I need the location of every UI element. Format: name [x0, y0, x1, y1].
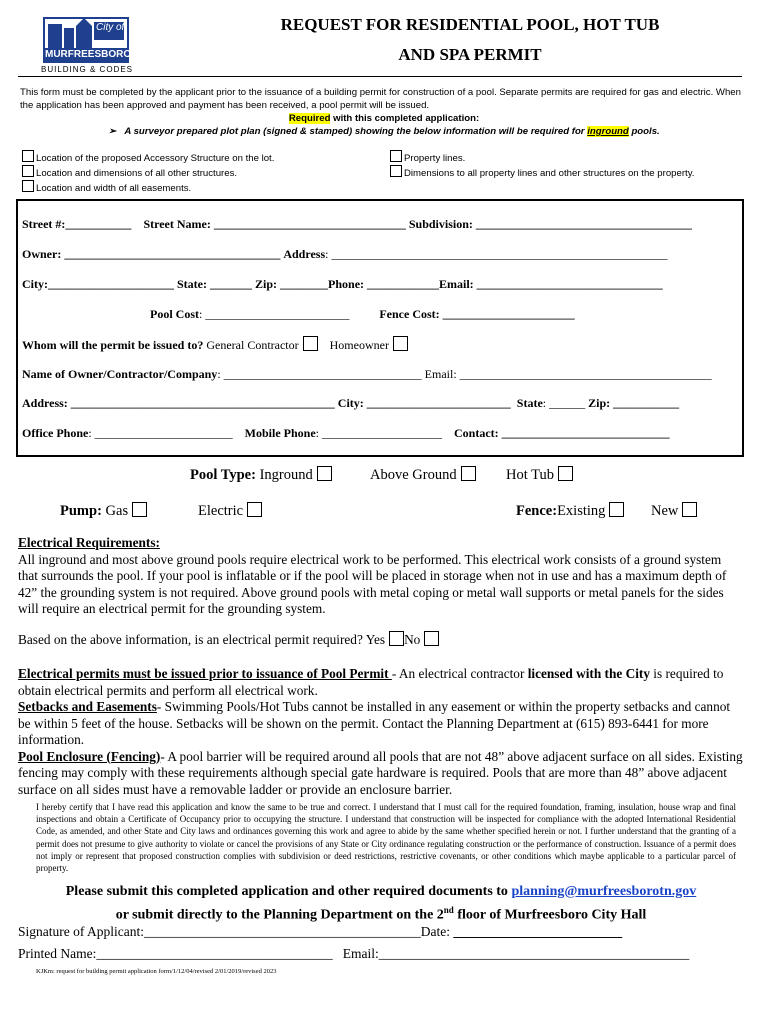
- checklist-right: [390, 150, 694, 180]
- company-address-field[interactable]: Address: ____________________________________________: [22, 396, 335, 410]
- fence-label: Fence:: [516, 503, 558, 519]
- issued-to-question: Whom will the permit be issued to?: [22, 338, 204, 352]
- checklist-item[interactable]: Dimensions to all property lines and other structures on the property.: [390, 165, 694, 180]
- permit-rules: [18, 666, 744, 798]
- fence-cost-field[interactable]: Fence Cost: ______________________: [379, 307, 575, 321]
- no-checkbox[interactable]: [424, 631, 439, 646]
- company-field[interactable]: : _________________________________: [217, 367, 422, 381]
- electrical-permits-paragraph: Electrical permits must be issued prior to issuance of Pool Permit - An electrical contractor licensed with the City is required to obtain electrical permits and perform all electrical work.: [18, 666, 724, 698]
- pool-cost-field[interactable]: : ________________________: [199, 307, 350, 321]
- fence-new-label: New: [651, 503, 679, 519]
- checklist-item[interactable]: Location and width of all easements.: [22, 180, 274, 195]
- yes-checkbox[interactable]: [389, 631, 404, 646]
- pool-type-label: Pool Type:: [190, 467, 256, 483]
- electrical-question-row: [18, 631, 439, 649]
- signature-row: [18, 924, 622, 941]
- above-ground-checkbox[interactable]: [461, 466, 476, 481]
- electrical-permits-heading: Electrical permits must be issued prior to issuance of Pool Permit: [18, 666, 392, 681]
- state-field[interactable]: State: _______: [177, 277, 252, 291]
- above-ground-label: Above Ground: [370, 467, 457, 483]
- logo-text-top: City of: [96, 22, 125, 33]
- company-label: Name of Owner/Contractor/Company: [22, 367, 218, 381]
- electrical-heading: Electrical Requirements:: [18, 535, 160, 550]
- electrical-question: Based on the above information, is an electrical permit required?: [18, 632, 363, 647]
- owner-field[interactable]: Owner: ____________________________________: [22, 247, 281, 261]
- enclosure-heading: Pool Enclosure (Fencing): [18, 748, 161, 764]
- signature-field[interactable]: Signature of Applicant:_________________________________________: [18, 924, 421, 939]
- hot-tub-option: [506, 466, 573, 484]
- footer-revision: KJKm: request for building permit application form/1/12/04/revised 2/01/2019/revised 2023: [36, 968, 277, 975]
- electrical-body: All inground and most above ground pools require electrical work to be performed. This electrical work consists of a ground system that surrounds the pool. If your pool is inflatable or if the pool will be placed in storage when not in use and has a maximum depth of 42” the grounding system is not required. Above ground pools with metal coping or metal wall supports or metal panels for the sides will require an electrical permit for the grounding system.: [18, 551, 727, 616]
- owner-row: [22, 247, 667, 262]
- office-phone-label: Office Phone: [22, 426, 89, 440]
- cost-row: [150, 307, 575, 322]
- office-phone-field[interactable]: : _______________________: [88, 426, 233, 440]
- zip-field[interactable]: Zip: ________: [255, 277, 329, 291]
- required-word: Required: [288, 113, 331, 124]
- company-state-label: State: [516, 396, 543, 410]
- checklist-left: [22, 150, 274, 195]
- above-ground-option: [370, 466, 476, 484]
- bullet-pre: A surveyor prepared plot plan (signed & stamped) showing the below information will be required for: [124, 126, 588, 137]
- form-title-line2: AND SPA PERMIT: [398, 45, 542, 64]
- no-label: No: [404, 632, 421, 647]
- inground-label: Inground: [259, 467, 313, 483]
- pump-label: Pump:: [60, 503, 102, 519]
- fence-new-checkbox[interactable]: [682, 502, 697, 517]
- printed-name-row: [18, 946, 689, 963]
- fence-existing-label: Existing: [557, 503, 606, 519]
- pump-electric-option: [198, 502, 262, 520]
- company-address-row: [22, 396, 679, 411]
- intro-section: [20, 86, 748, 138]
- homeowner-checkbox[interactable]: [393, 336, 408, 351]
- homeowner-label: Homeowner: [329, 338, 389, 352]
- address-label: Address: [283, 247, 326, 261]
- logo-text-main: MURFREESBORO: [45, 49, 132, 60]
- pump-gas-label: Gas: [105, 503, 129, 519]
- company-zip-field[interactable]: Zip: ___________: [588, 396, 680, 410]
- issued-to-row: [22, 336, 408, 353]
- hot-tub-checkbox[interactable]: [558, 466, 573, 481]
- enclosure-paragraph: Pool Enclosure (Fencing)- A pool barrier will be required around all pools that are not 48” above adjacent surface on all sides. Existing fencing may comply with these requirements although special gate hardware is required. Pools that are more than 48” above adjacent surface on all sides must have a removable ladder or provide an enclosure barrier.: [18, 748, 743, 797]
- phone-row: [22, 426, 670, 441]
- subdivision-field[interactable]: Subdivision: ____________________________________: [408, 217, 692, 231]
- fence-existing-checkbox[interactable]: [609, 502, 624, 517]
- city-row: [22, 277, 663, 292]
- checkbox[interactable]: [22, 165, 34, 177]
- checkbox[interactable]: [390, 150, 402, 162]
- street-number-field[interactable]: Street #:___________: [22, 217, 132, 231]
- setbacks-heading: Setbacks and Easements: [18, 699, 157, 714]
- form-title-line1: REQUEST FOR RESIDENTIAL POOL, HOT TUB: [280, 15, 660, 34]
- date-field[interactable]: _________________________: [453, 924, 623, 939]
- required-line: [20, 112, 748, 125]
- phone-field[interactable]: Phone: ____________: [328, 277, 440, 291]
- intro-paragraph: This form must be completed by the applicant prior to the issuance of a building permit for construction of a pool. Separate permits are required for gas and electric. When the application has been approved and payment has been received, a pool permit will be issued.: [20, 87, 741, 111]
- applicant-email-field[interactable]: Email:______________________________________________: [342, 946, 690, 961]
- street-name-field[interactable]: Street Name: ________________________________: [143, 217, 406, 231]
- logo-text-sub: BUILDING & CODES: [40, 65, 133, 74]
- required-rest: with this completed application:: [330, 113, 480, 124]
- hot-tub-label: Hot Tub: [506, 467, 554, 483]
- date-label: Date:: [420, 924, 454, 939]
- certification-text: I hereby certify that I have read this application and know the same to be true and correct. I understand that I must call for the required foundation, framing, insulation, house wrap and final inspections and obtain a Certificate of Occupancy prior to occupying the structure. I understand that construction will be inspected for compliance with the adopted International Residential Code, as amended, and other State and City laws and ordinances governing this work and agree to abide by the same whether specified herein or not. I further understand that the granting of a permit does not presume to give authority to violate or cancel the provisions of any State or City ordinance regulating construction or the performance of construction. Issuance of a permit does not imply or represent that proposed construction complies with subdivision or deed restrictions, restrictive covenants, or other conditions which maybe applicable to a particular parcel of property.: [36, 802, 736, 874]
- bullet-post: pools.: [628, 126, 660, 137]
- applicant-form-box: [16, 199, 744, 457]
- electrical-section: [18, 535, 744, 618]
- printed-name-field[interactable]: Printed Name:___________________________________: [18, 946, 333, 961]
- pump-electric-checkbox[interactable]: [247, 502, 262, 517]
- general-contractor-checkbox[interactable]: [303, 336, 318, 351]
- contact-field[interactable]: Contact: ____________________________: [454, 426, 670, 440]
- company-email-field[interactable]: Email: __________________________________________: [424, 367, 712, 381]
- company-state-field[interactable]: : ______: [542, 396, 586, 410]
- submit-instructions: Please submit this completed application and other required documents to planning@murfreesborotn.gov or submit directly to the Planning Department on the 2nd floor of Murfreesboro City Hall: [65, 884, 697, 923]
- pool-cost-label: Pool Cost: [150, 307, 199, 321]
- company-city-field[interactable]: City: ________________________: [337, 396, 511, 410]
- fence-row: [516, 502, 624, 520]
- bullet-hl: inground: [587, 126, 629, 137]
- checkbox[interactable]: [390, 165, 402, 177]
- checkbox[interactable]: [22, 180, 34, 192]
- city-field[interactable]: City:_____________________: [22, 277, 174, 291]
- city-logo: [38, 8, 134, 76]
- checklist-item[interactable]: Property lines.: [390, 150, 694, 165]
- yes-label: Yes: [365, 632, 386, 647]
- checkbox[interactable]: [22, 150, 34, 162]
- planning-email-link[interactable]: planning@murfreesborotn.gov: [511, 884, 697, 899]
- header-divider: [18, 76, 742, 77]
- checklist-item[interactable]: Location of the proposed Accessory Structure on the lot.: [22, 150, 274, 165]
- pool-type-row: [190, 466, 332, 484]
- general-contractor-label: General Contractor: [206, 338, 299, 352]
- setbacks-paragraph: Setbacks and Easements- Swimming Pools/Hot Tubs cannot be installed in any easement or within the property setbacks and cannot be within 5 feet of the house. Setbacks will be shown on the permit. Contact the Planning Department at (615) 893-6441 for more information.: [18, 699, 731, 747]
- fence-new-option: [651, 502, 697, 520]
- mobile-phone-label: Mobile Phone: [244, 426, 316, 440]
- checklist-item[interactable]: Location and dimensions of all other structures.: [22, 165, 274, 180]
- pump-gas-checkbox[interactable]: [132, 502, 147, 517]
- pump-electric-label: Electric: [198, 503, 244, 519]
- email-field[interactable]: Email: _______________________________: [439, 277, 663, 291]
- company-row: [22, 367, 712, 382]
- mobile-phone-field[interactable]: : ____________________: [315, 426, 443, 440]
- street-row: [22, 217, 692, 232]
- surveyor-bullet: ➢ A surveyor prepared plot plan (signed & stamped) showing the below information will be required for inground pools.: [108, 126, 660, 137]
- pump-row: [60, 502, 147, 520]
- address-field[interactable]: : ________________________________________________________: [325, 247, 668, 261]
- inground-checkbox[interactable]: [317, 466, 332, 481]
